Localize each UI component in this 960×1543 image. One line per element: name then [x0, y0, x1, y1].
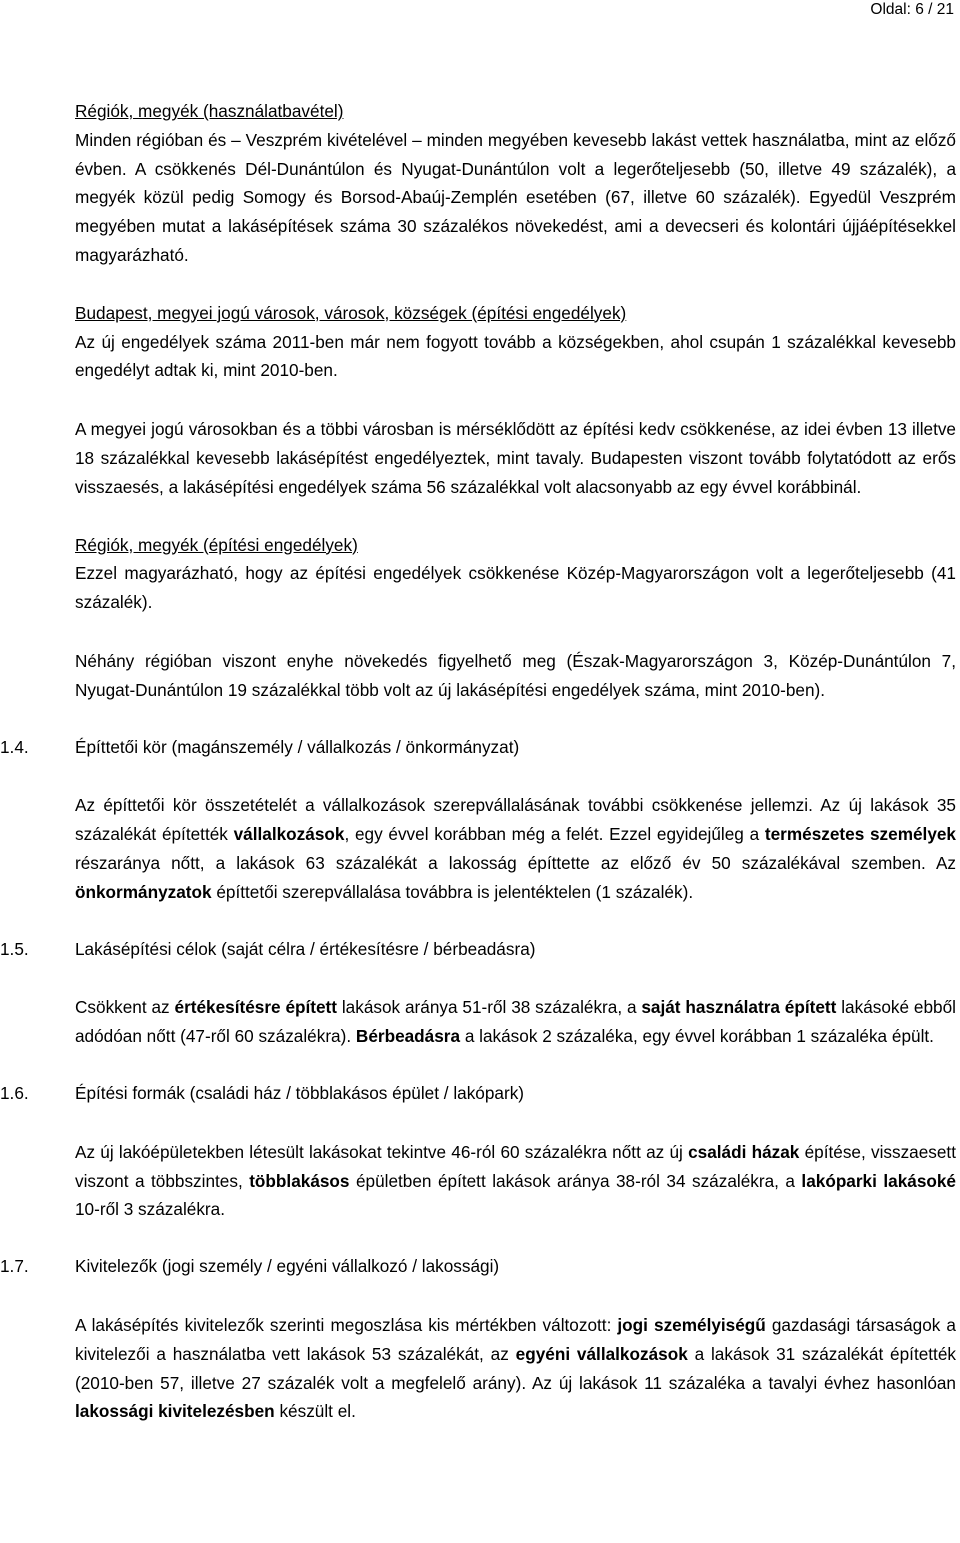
section-paragraph: Az építtetői kör összetételét a vállalkozások szerepvállalásának további csökkenése jellemzi. Az új lakások 35 százalékát építették vállalkozások, egy évvel korábban még a felét. Ezzel egyidejűleg a természetes személyek részaránya nőtt, a lakások 63 százalékát a lakosság építtette az előző év 50 százalékával szemben. Az önkormányzatok építtetői szerepvállalása továbbra is jelentéktelen (1 százalék). — [75, 795, 956, 902]
bold-term: családi házak — [688, 1141, 800, 1162]
section-number: 1.6. — [0, 1082, 29, 1103]
section-title: Építési formák (családi ház / többlakásos épület / lakópark) — [75, 1082, 525, 1103]
bold-term: vállalkozások — [233, 824, 345, 845]
bold-term: többlakásos — [249, 1170, 350, 1191]
section-title: Építtetői kör (magánszemély / vállalkozás / önkormányzat) — [75, 736, 520, 757]
section-number: 1.5. — [0, 938, 29, 959]
section-1-4 — [0, 733, 956, 907]
section-1-7 — [0, 1252, 956, 1426]
bold-term: jogi személyiségű — [617, 1314, 766, 1335]
bold-term: önkormányzatok — [75, 881, 212, 902]
bold-term: természetes személyek — [764, 824, 956, 845]
section-paragraph: Csökkent az értékesítésre épített lakások aránya 51-ről 38 százalékra, a saját használatra épített lakásoké ebből adódóan nőtt (47-ről 60 százalékra). Bérbeadásra a lakások 2 százaléka, egy évvel korábban 1 százaléka épült. — [75, 997, 956, 1047]
heading-budapest-permits: Budapest, megyei jogú városok, városok, községek (építési engedélyek) — [75, 302, 627, 323]
paragraph-regions-growth: Néhány régióban viszont enyhe növekedés figyelhető meg (Észak-Magyarországon 3, Közép-Dunántúlon 7, Nyugat-Dunántúlon 19 százalékkal több volt az új lakásépítési engedélyek száma, mint 2010-ben). — [75, 650, 956, 700]
section-1-6 — [0, 1079, 956, 1224]
section-paragraph: A lakásépítés kivitelezők szerinti megoszlása kis mértékben változott: jogi személyiségű gazdasági társaságok a kivitelezői a használatba vett lakások 53 százalékát, az egyéni vállalkozások a lakások 31 százalékát építették (2010-ben 57, illetve 27 százalék volt a megfelelő arány). Az új lakások 11 százaléka a tavalyi évhez hasonlóan lakossági kivitelezésben készült el. — [75, 1314, 956, 1422]
paragraph-city-permits: A megyei jogú városokban és a többi városban is mérséklődött az építési kedv csökkenése, az idei évben 13 illetve 18 százalékkal kevesebb lakásépítést engedélyeztek, mint tavaly. Budapesten viszont tovább folytatódott az erős visszaesés, a lakásépítési engedélyek száma 56 százalékkal volt alacsonyabb az egy évvel korábbinál. — [75, 419, 956, 497]
bold-term: lakossági kivitelezésben — [75, 1401, 275, 1422]
paragraph-regions-permits: Ezzel magyarázható, hogy az építési engedélyek csökkenése Közép-Magyarországon volt a legerőteljesebb (41 százalék). — [75, 563, 956, 613]
document-body — [0, 97, 956, 1426]
paragraph-budapest-permits: Az új engedélyek száma 2011-ben már nem fogyott tovább a községekben, ahol csupán 1 százalékkal kevesebb engedélyt adtak ki, mint 2010-ben. — [75, 331, 956, 381]
heading-regions-usage: Régiók, megyék (használatbavétel) — [75, 101, 344, 121]
paragraph-regions-usage: Minden régióban és – Veszprém kivételével – minden megyében kevesebb lakást vettek használatba, mint az előző évben. A csökkenés Dél-Dunántúlon és Nyugat-Dunántúlon volt a legerőteljesebb (50, illetve 49 százalék), a megyék közül pedig Somogy és Borsod-Abaúj-Zemplén esetében (67, illetve 60 százalék). Egyedül Veszprém megyében mutat a lakásépítések száma 30 százalékos növekedést, ami a devecseri és kolontári újjáépítésekkel magyarázható. — [75, 129, 956, 265]
bold-term: saját használatra épített — [641, 997, 837, 1018]
bold-term: egyéni vállalkozások — [515, 1343, 688, 1364]
bold-term: lakóparki lakásoké — [801, 1170, 956, 1191]
section-title: Lakásépítési célok (saját célra / értékesítésre / bérbeadásra) — [75, 938, 536, 959]
section-title: Kivitelezők (jogi személy / egyéni vállalkozó / lakossági) — [75, 1256, 500, 1277]
bold-term: értékesítésre épített — [174, 997, 338, 1018]
section-number: 1.4. — [0, 736, 29, 757]
page-indicator: Oldal: 6 / 21 — [870, 1, 954, 18]
section-1-5 — [0, 935, 956, 1051]
heading-regions-permits: Régiók, megyék (építési engedélyek) — [75, 534, 358, 555]
bold-term: Bérbeadásra — [355, 1026, 461, 1047]
section-paragraph: Az új lakóépületekben létesült lakásokat tekintve 46-ról 60 százalékra nőtt az új családi házak építése, visszaesett viszont a többszintes, többlakásos épületben épített lakások aránya 38-ról 34 százalékra, a lakóparki lakásoké 10-ről 3 százalékra. — [75, 1141, 956, 1220]
section-number: 1.7. — [0, 1256, 29, 1277]
